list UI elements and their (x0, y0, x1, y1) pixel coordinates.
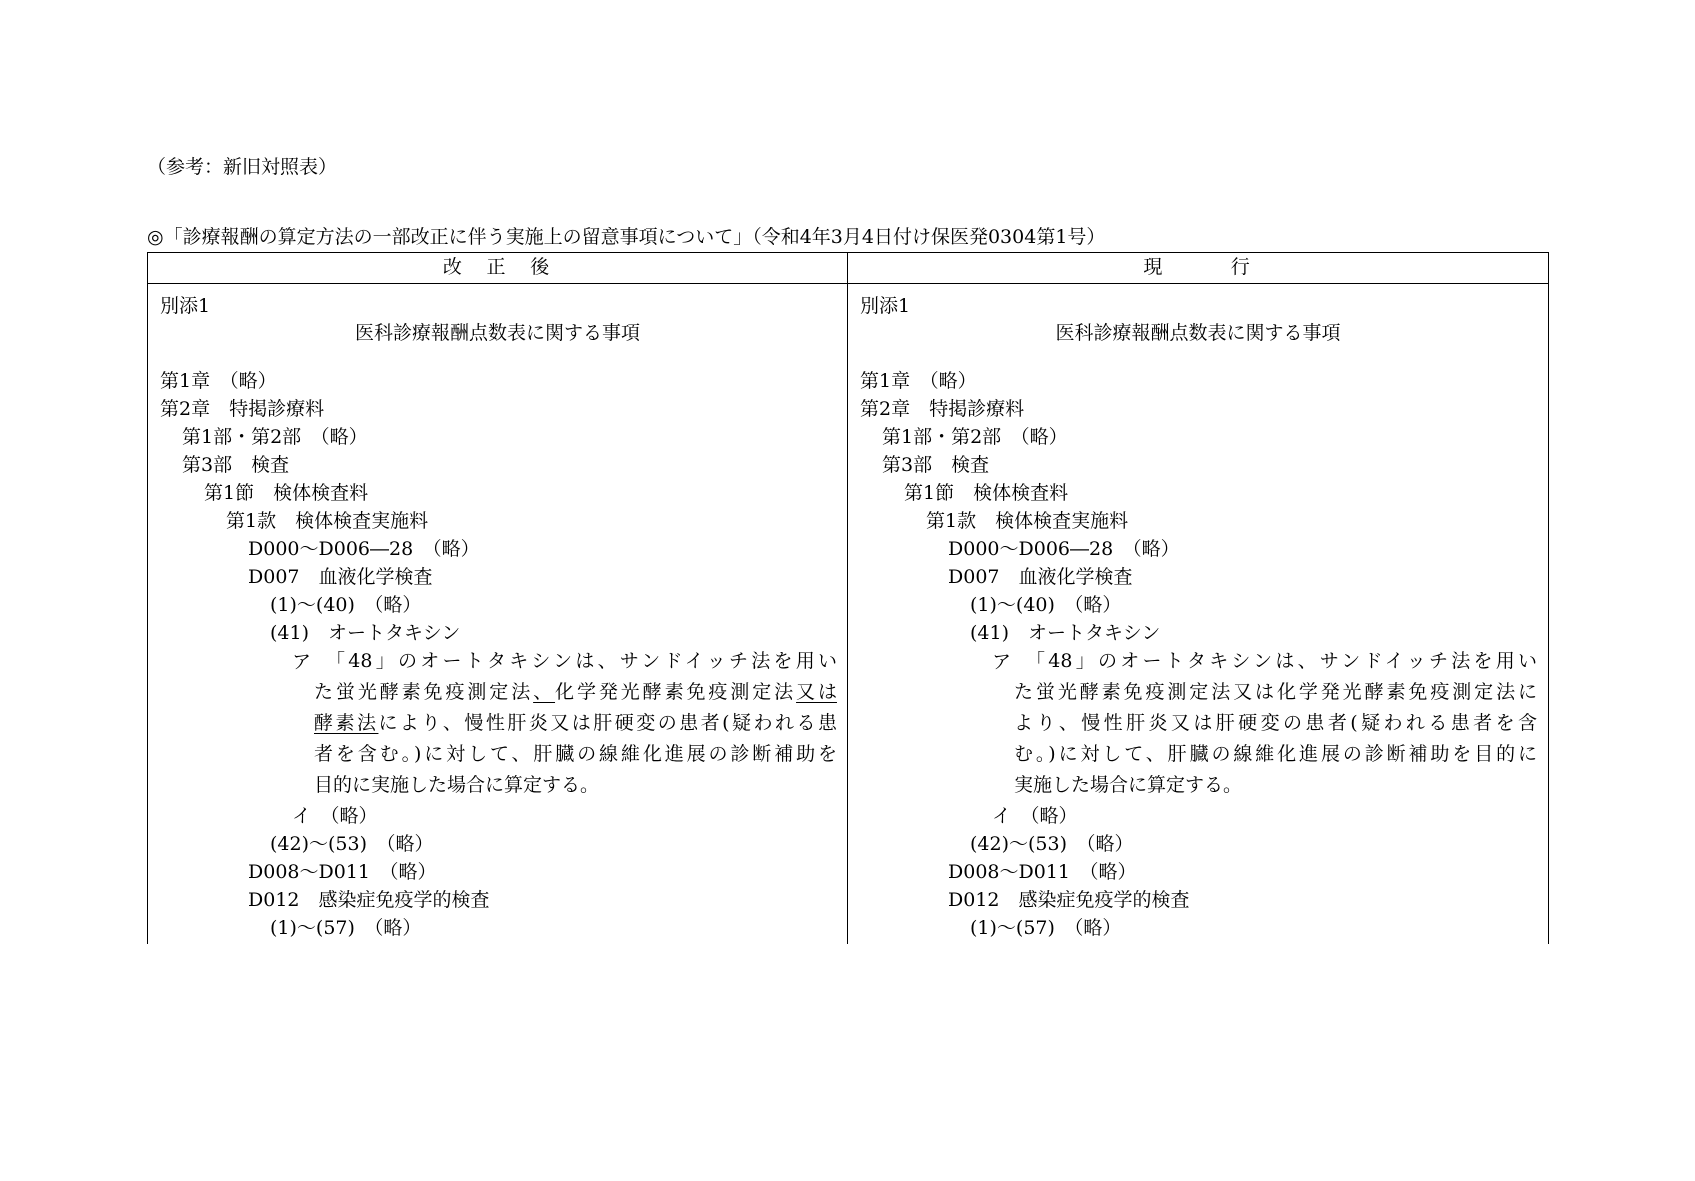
current-column-header: 現 行 (848, 253, 1548, 284)
item-a-line-4: む。)に対して、肝臓の線維化進展の診断補助を目的に (1014, 743, 1537, 765)
item-1-57: (1)～(57) （略） (270, 917, 422, 939)
item-a-paragraph-cont (1014, 677, 1537, 801)
revised-column (148, 253, 848, 944)
item-d012: D012 感染症免疫学的検査 (248, 889, 490, 911)
chapter-1: 第1章 （略） (160, 370, 277, 392)
inserted-comma: 、 (533, 681, 556, 703)
current-column (848, 253, 1548, 944)
section-1: 第1節 検体検査料 (904, 482, 1069, 504)
item-d000: D000～D006―28 （略） (948, 538, 1180, 560)
item-a-label: ア (292, 651, 312, 673)
revised-column-header: 改 正 後 (148, 253, 847, 284)
item-a-paragraph-cont (314, 677, 837, 801)
item-a-paragraph (1026, 646, 1537, 677)
item-41: (41) オートタキシン (270, 622, 461, 644)
item-a-line-5: 目的に実施した場合に算定する。 (314, 774, 600, 796)
item-a-line-1: 「48」のオートタキシンは、サンドイッチ法を用い (326, 650, 837, 672)
item-1-40: (1)～(40) （略） (970, 594, 1122, 616)
item-a-line-3: より、慢性肝炎又は肝硬変の患者(疑われる患者を含 (1014, 712, 1537, 734)
item-d007: D007 血液化学検査 (248, 566, 433, 588)
item-d008: D008～D011 （略） (248, 861, 437, 883)
part-1-2: 第1部・第2部 （略） (182, 426, 368, 448)
document-title: ◎「診療報酬の算定方法の一部改正に伴う実施上の留意事項について」（令和4年3月4日付け保医発0304第1号） (147, 226, 1106, 248)
item-41: (41) オートタキシン (970, 622, 1161, 644)
attachment-label: 別添1 (160, 295, 211, 317)
article-1: 第1款 検体検査実施料 (226, 510, 429, 532)
chapter-2: 第2章 特掲診療料 (860, 398, 1025, 420)
attachment-label: 別添1 (860, 295, 911, 317)
inserted-text-enzyme: 酵素法 (314, 712, 379, 734)
item-42-53: (42)～(53) （略） (970, 833, 1134, 855)
item-a-line-2: た蛍光酵素免疫測定法、化学発光酵素免疫測定法又は (314, 681, 837, 703)
item-1-40: (1)～(40) （略） (270, 594, 422, 616)
item-a-line-2: た蛍光酵素免疫測定法又は化学発光酵素免疫測定法に (1014, 681, 1537, 703)
item-a-line-1: 「48」のオートタキシンは、サンドイッチ法を用い (1026, 650, 1537, 672)
part-3: 第3部 検査 (882, 454, 990, 476)
section-1: 第1節 検体検査料 (204, 482, 369, 504)
item-i: イ （略） (292, 805, 378, 827)
reference-note: （参考：新旧対照表） (147, 156, 338, 178)
item-42-53: (42)～(53) （略） (270, 833, 434, 855)
comparison-table (147, 252, 1549, 944)
chapter-2: 第2章 特掲診療料 (160, 398, 325, 420)
inserted-text-or: 又は (796, 681, 837, 703)
item-d000: D000～D006―28 （略） (248, 538, 480, 560)
section-title: 医科診療報酬点数表に関する事項 (354, 322, 640, 344)
item-a-label: ア (992, 651, 1012, 673)
article-1: 第1款 検体検査実施料 (926, 510, 1129, 532)
item-1-57: (1)～(57) （略） (970, 917, 1122, 939)
item-d012: D012 感染症免疫学的検査 (948, 889, 1190, 911)
part-1-2: 第1部・第2部 （略） (882, 426, 1068, 448)
item-d007: D007 血液化学検査 (948, 566, 1133, 588)
item-a-line-5: 実施した場合に算定する。 (1014, 774, 1243, 796)
item-d008: D008～D011 （略） (948, 861, 1137, 883)
item-a-paragraph (326, 646, 837, 677)
chapter-1: 第1章 （略） (860, 370, 977, 392)
item-a-line-3: 酵素法により、慢性肝炎又は肝硬変の患者(疑われる患 (314, 712, 837, 734)
item-a-line-4: 者を含む。)に対して、肝臓の線維化進展の診断補助を (314, 743, 837, 765)
part-3: 第3部 検査 (182, 454, 290, 476)
section-title: 医科診療報酬点数表に関する事項 (1055, 322, 1341, 344)
item-i: イ （略） (992, 805, 1078, 827)
